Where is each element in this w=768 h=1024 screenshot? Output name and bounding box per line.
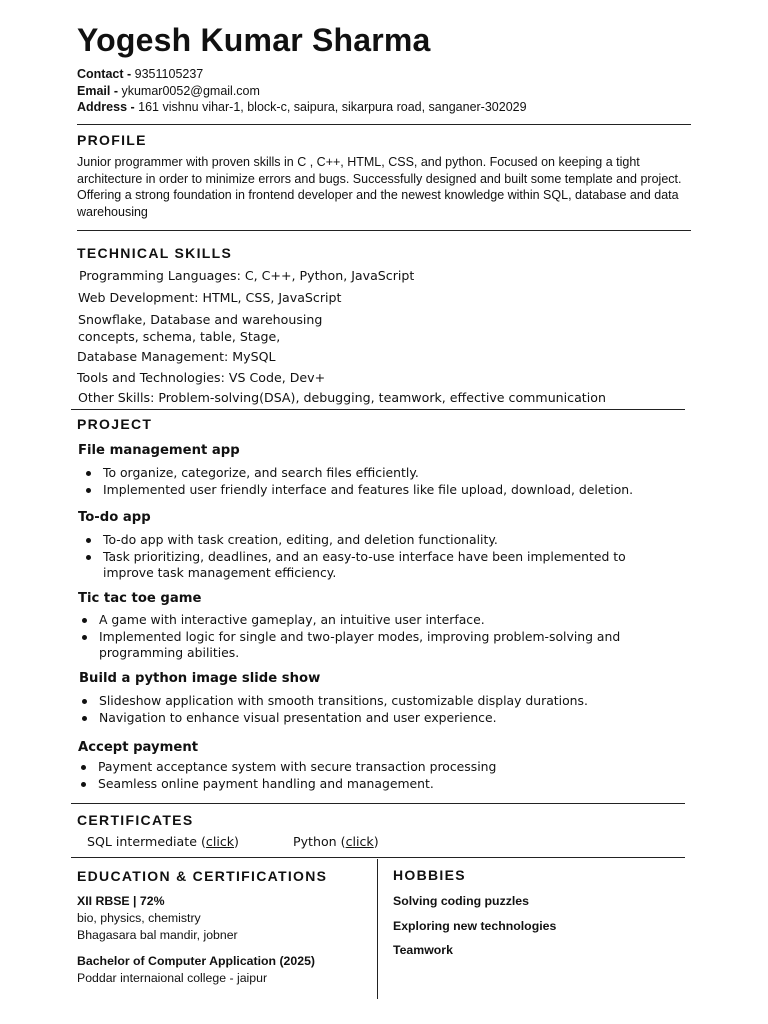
list-item: To-do app with task creation, editing, and deletion functionality. bbox=[78, 532, 678, 549]
skills-heading: TECHNICAL SKILLS bbox=[77, 245, 233, 261]
project-title: Accept payment bbox=[78, 740, 199, 755]
email-label: Email - bbox=[77, 84, 118, 98]
certificate-python bbox=[293, 834, 379, 849]
education-xii-school: Bhagasara bal mandir, jobner bbox=[77, 928, 238, 942]
skill-item: Programming Languages: C, C++, Python, JavaScript bbox=[79, 268, 415, 283]
list-item: Payment acceptance system with secure transaction processing bbox=[73, 759, 673, 776]
certificates-heading: CERTIFICATES bbox=[77, 812, 194, 828]
hobby-item: Exploring new technologies bbox=[393, 919, 557, 933]
contact-phone: 9351105237 bbox=[134, 67, 204, 81]
email-line bbox=[77, 84, 260, 98]
list-item: Implemented logic for single and two-player modes, improving problem-solving and programming abilities. bbox=[74, 629, 674, 662]
divider bbox=[71, 409, 685, 410]
divider bbox=[71, 857, 685, 858]
contact-label: Contact - bbox=[77, 67, 132, 81]
project-bullets bbox=[74, 693, 674, 726]
education-xii-title: XII RBSE | 72% bbox=[77, 894, 165, 908]
skill-item: Database Management: MySQL bbox=[77, 349, 276, 364]
certificate-sql-label: SQL intermediate ( bbox=[87, 834, 206, 849]
project-title: To-do app bbox=[78, 510, 151, 525]
profile-heading: PROFILE bbox=[77, 132, 147, 148]
divider bbox=[71, 803, 685, 804]
address-value: 161 vishnu vihar-1, block-c, saipura, sikarpura road, sanganer-302029 bbox=[138, 100, 527, 114]
certificate-python-label: Python ( bbox=[293, 834, 346, 849]
list-item: Seamless online payment handling and management. bbox=[73, 776, 673, 793]
hobby-item: Teamwork bbox=[393, 943, 453, 957]
skill-item: Other Skills: Problem-solving(DSA), debugging, teamwork, effective communication bbox=[78, 390, 606, 405]
close-paren: ) bbox=[234, 834, 239, 849]
project-title: Tic tac toe game bbox=[78, 591, 202, 606]
certificate-sql bbox=[87, 834, 239, 849]
candidate-name: Yogesh Kumar Sharma bbox=[77, 22, 431, 58]
close-paren: ) bbox=[373, 834, 379, 849]
skill-item: concepts, schema, table, Stage, bbox=[78, 329, 281, 344]
project-bullets bbox=[78, 532, 678, 582]
column-divider bbox=[377, 859, 378, 999]
email-address: ykumar0052@gmail.com bbox=[121, 84, 260, 98]
project-bullets bbox=[73, 759, 673, 792]
address-line bbox=[77, 100, 527, 114]
sql-certificate-link[interactable]: click bbox=[205, 834, 235, 849]
list-item: To organize, categorize, and search files efficiently. bbox=[78, 465, 678, 482]
contact-line bbox=[77, 67, 203, 81]
hobbies-heading: HOBBIES bbox=[393, 867, 466, 883]
project-bullets bbox=[74, 612, 674, 662]
divider bbox=[77, 230, 691, 231]
list-item: Task prioritizing, deadlines, and an easy-to-use interface have been implemented to improve task management efficiency. bbox=[78, 549, 678, 582]
project-title: Build a python image slide show bbox=[79, 671, 321, 686]
python-certificate-link[interactable]: click bbox=[345, 834, 374, 849]
skill-item: Tools and Technologies: VS Code, Dev+ bbox=[77, 370, 326, 385]
project-title: File management app bbox=[78, 443, 240, 458]
education-bca-title: Bachelor of Computer Application (2025) bbox=[77, 954, 315, 968]
hobby-item: Solving coding puzzles bbox=[393, 894, 529, 908]
skill-item: Snowflake, Database and warehousing bbox=[78, 312, 323, 327]
profile-text: Junior programmer with proven skills in C , C++, HTML, CSS, and python. Focused on keeping a tight architecture in order to minimize errors and bugs. Successfully designed and built some template and project. Offering a strong foundation in frontend developer and the newest knowledge within SQL, database and data warehousing bbox=[77, 155, 682, 219]
address-label: Address - bbox=[77, 100, 135, 114]
education-bca-college: Poddar internaional college - jaipur bbox=[77, 971, 268, 985]
education-heading: EDUCATION & CERTIFICATIONS bbox=[77, 868, 328, 884]
list-item: Slideshow application with smooth transitions, customizable display durations. bbox=[74, 693, 674, 710]
skill-item: Web Development: HTML, CSS, JavaScript bbox=[78, 290, 342, 305]
divider bbox=[77, 124, 691, 125]
project-bullets bbox=[78, 465, 678, 498]
list-item: A game with interactive gameplay, an intuitive user interface. bbox=[74, 612, 674, 629]
project-heading: PROJECT bbox=[77, 416, 153, 432]
list-item: Implemented user friendly interface and features like file upload, download, deletion. bbox=[78, 482, 678, 499]
list-item: Navigation to enhance visual presentation and user experience. bbox=[74, 710, 674, 727]
education-xii-subjects: bio, physics, chemistry bbox=[77, 911, 201, 925]
